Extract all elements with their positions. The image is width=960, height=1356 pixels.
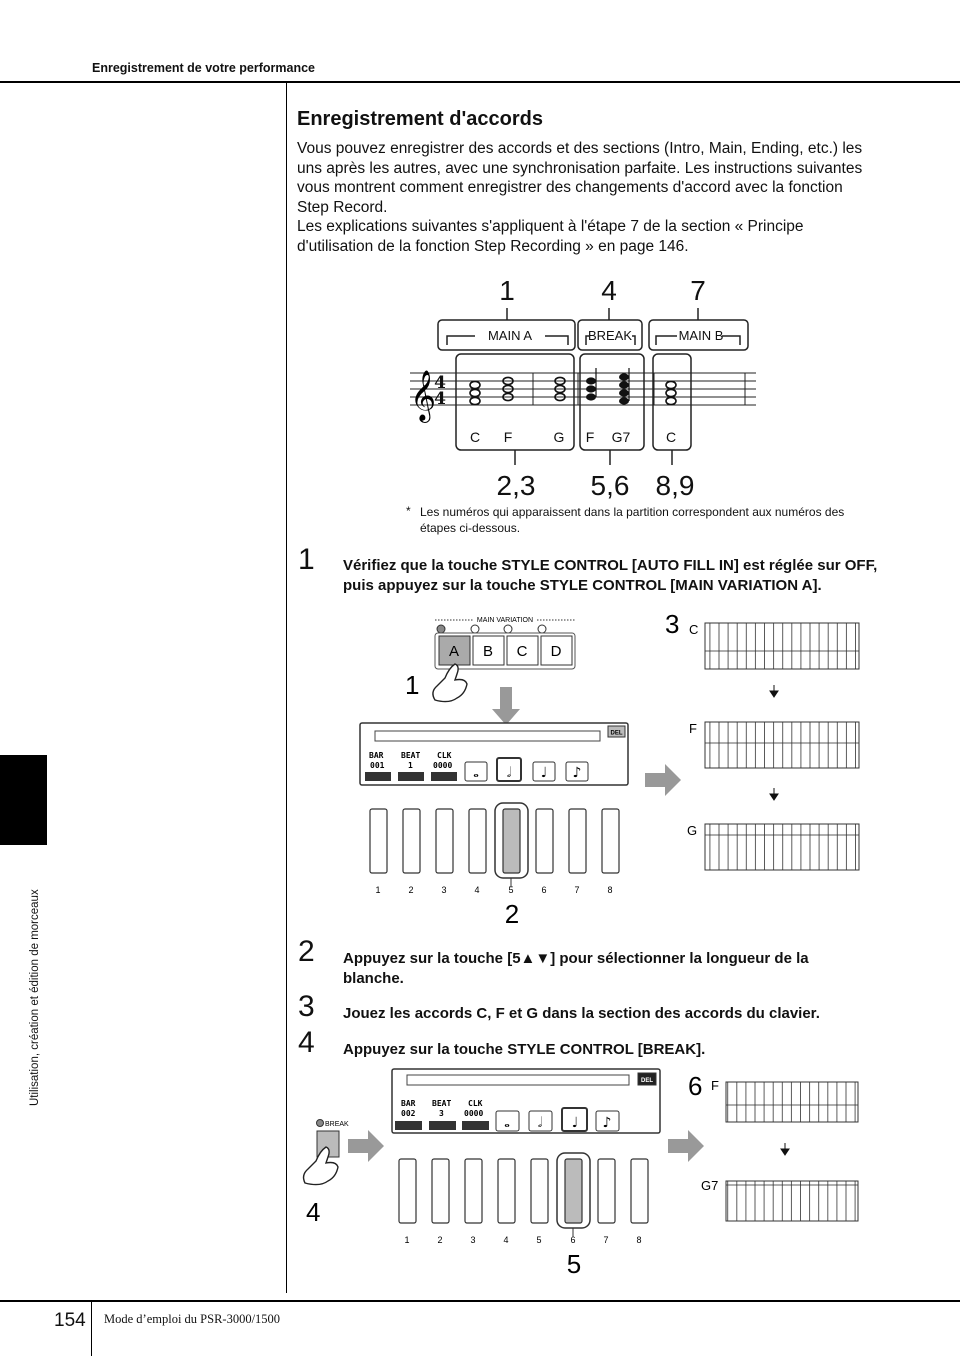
svg-text:1: 1 — [375, 885, 381, 895]
step-text: Appuyez sur la touche [5▲▼] pour sélectionner la longueur de la blanche. — [343, 950, 809, 987]
treble-clef-icon: 𝄞 — [410, 370, 437, 421]
whole-note-icon: 𝅝 — [504, 1115, 510, 1131]
down-arrow-icon — [492, 687, 520, 725]
intro-text — [297, 139, 867, 256]
page-number: 154 — [54, 1310, 86, 1331]
chapter-vertical-title: Utilisation, création et édition de morceaux — [29, 889, 41, 1106]
half-note-icon: 𝅗𝅥 — [506, 765, 512, 781]
keyboard-illustration — [726, 1082, 858, 1122]
column-rule — [286, 83, 287, 1293]
svg-text:D: D — [550, 643, 562, 660]
led-indicator — [504, 625, 512, 633]
footer-divider — [91, 1300, 92, 1356]
keyboard-illustration — [705, 824, 859, 870]
svg-text:0000: 0000 — [464, 1109, 484, 1118]
intro-paragraph: Les explications suivantes s'appliquent à l'étape 7 de la section « Principe d'utilisation de la fonction Step Recording » en page 146. — [297, 218, 804, 255]
svg-text:6: 6 — [541, 885, 547, 895]
step-text: Vérifiez que la touche STYLE CONTROL [AUTO FILL IN] est réglée sur OFF, puis appuyez sur la touche STYLE CONTROL [MAIN VARIATION A]. — [343, 557, 878, 594]
led-indicator — [471, 625, 479, 633]
svg-text:7: 7 — [574, 885, 580, 895]
keyboard-illustration — [705, 623, 859, 669]
svg-text:4: 4 — [434, 389, 446, 409]
svg-text:CLK: CLK — [468, 1099, 483, 1108]
step-callout: 7 — [690, 275, 706, 306]
down-arrow-icon — [770, 788, 778, 800]
svg-text:8: 8 — [607, 885, 613, 895]
panel-illustration-2 — [300, 1065, 865, 1290]
time-signature — [434, 373, 446, 409]
break-label: BREAK — [325, 1121, 349, 1128]
svg-text:CLK: CLK — [437, 751, 452, 760]
step-callout: 2 — [504, 899, 520, 929]
step-callout: 5 — [566, 1249, 582, 1279]
svg-text:4: 4 — [503, 1235, 509, 1245]
step-number: 1 — [298, 543, 315, 576]
step-callout: 5,6 — [590, 470, 630, 501]
step-number: 3 — [298, 990, 315, 1023]
svg-text:7: 7 — [603, 1235, 609, 1245]
led-indicator — [538, 625, 546, 633]
main-variation-label: MAIN VARIATION — [476, 617, 534, 624]
right-arrow-icon — [348, 1130, 384, 1162]
step-callout: 4 — [601, 275, 617, 306]
whole-note-icon: 𝅝 — [473, 765, 479, 781]
svg-text:3: 3 — [441, 885, 447, 895]
step-callout: 2,3 — [496, 470, 536, 501]
keyboard-chord-label: F — [689, 721, 697, 736]
del-label: DEL — [641, 1078, 653, 1084]
step-callout: 1 — [499, 275, 515, 306]
chord-name: C — [665, 429, 677, 445]
chord-name: G7 — [611, 429, 631, 445]
manual-title: Mode d’emploi du PSR-3000/1500 — [104, 1312, 281, 1326]
svg-text:4: 4 — [434, 373, 446, 393]
step-number: 2 — [298, 935, 315, 968]
svg-text:0000: 0000 — [433, 761, 453, 770]
svg-text:1: 1 — [408, 761, 413, 770]
svg-text:002: 002 — [401, 1109, 416, 1118]
keyboard-chord-label: F — [711, 1078, 719, 1093]
section-title: Enregistrement d'accords — [297, 108, 543, 130]
step-callout: 8,9 — [655, 470, 695, 501]
step-text: Appuyez sur la touche STYLE CONTROL [BREAK]. — [343, 1041, 706, 1058]
right-arrow-icon — [668, 1130, 704, 1162]
hand-pointer-icon — [433, 664, 467, 702]
svg-text:001: 001 — [370, 761, 385, 770]
keyboard-chord-label: G — [687, 823, 698, 838]
eighth-note-icon: ♪ — [572, 765, 582, 781]
down-arrow-icon — [781, 1143, 789, 1155]
keyboard-chord-label: G7 — [701, 1178, 719, 1193]
svg-text:8: 8 — [636, 1235, 642, 1245]
chapter-tab — [0, 755, 47, 845]
eighth-note-icon: ♪ — [602, 1115, 612, 1131]
section-label: MAIN B — [678, 328, 724, 343]
step-callout: 1 — [405, 670, 420, 700]
note-marker: * — [406, 504, 411, 518]
step-callout: 4 — [306, 1197, 321, 1227]
keyboard-illustration — [726, 1181, 858, 1221]
section-label: BREAK — [587, 328, 633, 343]
svg-text:2: 2 — [437, 1235, 443, 1245]
quarter-note-icon: ♩ — [571, 1115, 579, 1131]
footer-rule — [0, 1300, 960, 1302]
svg-text:BEAT: BEAT — [401, 751, 421, 760]
led-indicator — [437, 625, 445, 633]
svg-text:BAR: BAR — [401, 1099, 416, 1108]
svg-text:5: 5 — [536, 1235, 542, 1245]
section-label: MAIN A — [487, 328, 533, 343]
panel-illustration-1 — [355, 605, 865, 935]
svg-text:1: 1 — [404, 1235, 410, 1245]
keyboard-illustration — [705, 722, 859, 768]
svg-text:BEAT: BEAT — [432, 1099, 452, 1108]
right-arrow-icon — [645, 764, 681, 796]
chord-name: C — [469, 429, 481, 445]
running-header: Enregistrement de votre performance — [92, 61, 315, 75]
led-indicator — [317, 1120, 324, 1127]
svg-text:6: 6 — [570, 1235, 576, 1245]
svg-text:5: 5 — [508, 885, 514, 895]
chord-name: G — [553, 429, 565, 445]
down-arrow-icon — [770, 685, 778, 697]
svg-text:4: 4 — [474, 885, 480, 895]
svg-text:3: 3 — [470, 1235, 476, 1245]
chord-score-diagram — [400, 270, 780, 502]
svg-text:A: A — [448, 643, 460, 660]
keyboard-chord-label: C — [689, 622, 699, 637]
svg-text:2: 2 — [408, 885, 414, 895]
intro-paragraph: Vous pouvez enregistrer des accords et des sections (Intro, Main, Ending, etc.) les uns après les autres, avec une synchronisation parfaite. Les instructions suivantes vous montrent comment enregistrer des changements d'accord avec la fonction Step Record. — [297, 140, 863, 216]
svg-text:B: B — [482, 643, 494, 660]
step-number: 4 — [298, 1026, 315, 1059]
del-label: DEL — [610, 730, 623, 737]
step-callout: 6 — [688, 1071, 703, 1101]
half-note-icon: 𝅗𝅥 — [537, 1115, 543, 1131]
svg-text:3: 3 — [439, 1109, 444, 1118]
quarter-note-icon: ♩ — [540, 765, 548, 781]
header-rule — [0, 81, 960, 83]
svg-text:BAR: BAR — [369, 751, 384, 760]
chord-name: F — [585, 429, 595, 445]
chord-name: F — [503, 429, 513, 445]
step-callout: 3 — [665, 609, 680, 639]
score-note: Les numéros qui apparaissent dans la partition correspondent aux numéros des étapes ci-dessous. — [420, 505, 845, 535]
svg-text:C: C — [516, 643, 528, 660]
step-text: Jouez les accords C, F et G dans la section des accords du clavier. — [343, 1005, 820, 1022]
